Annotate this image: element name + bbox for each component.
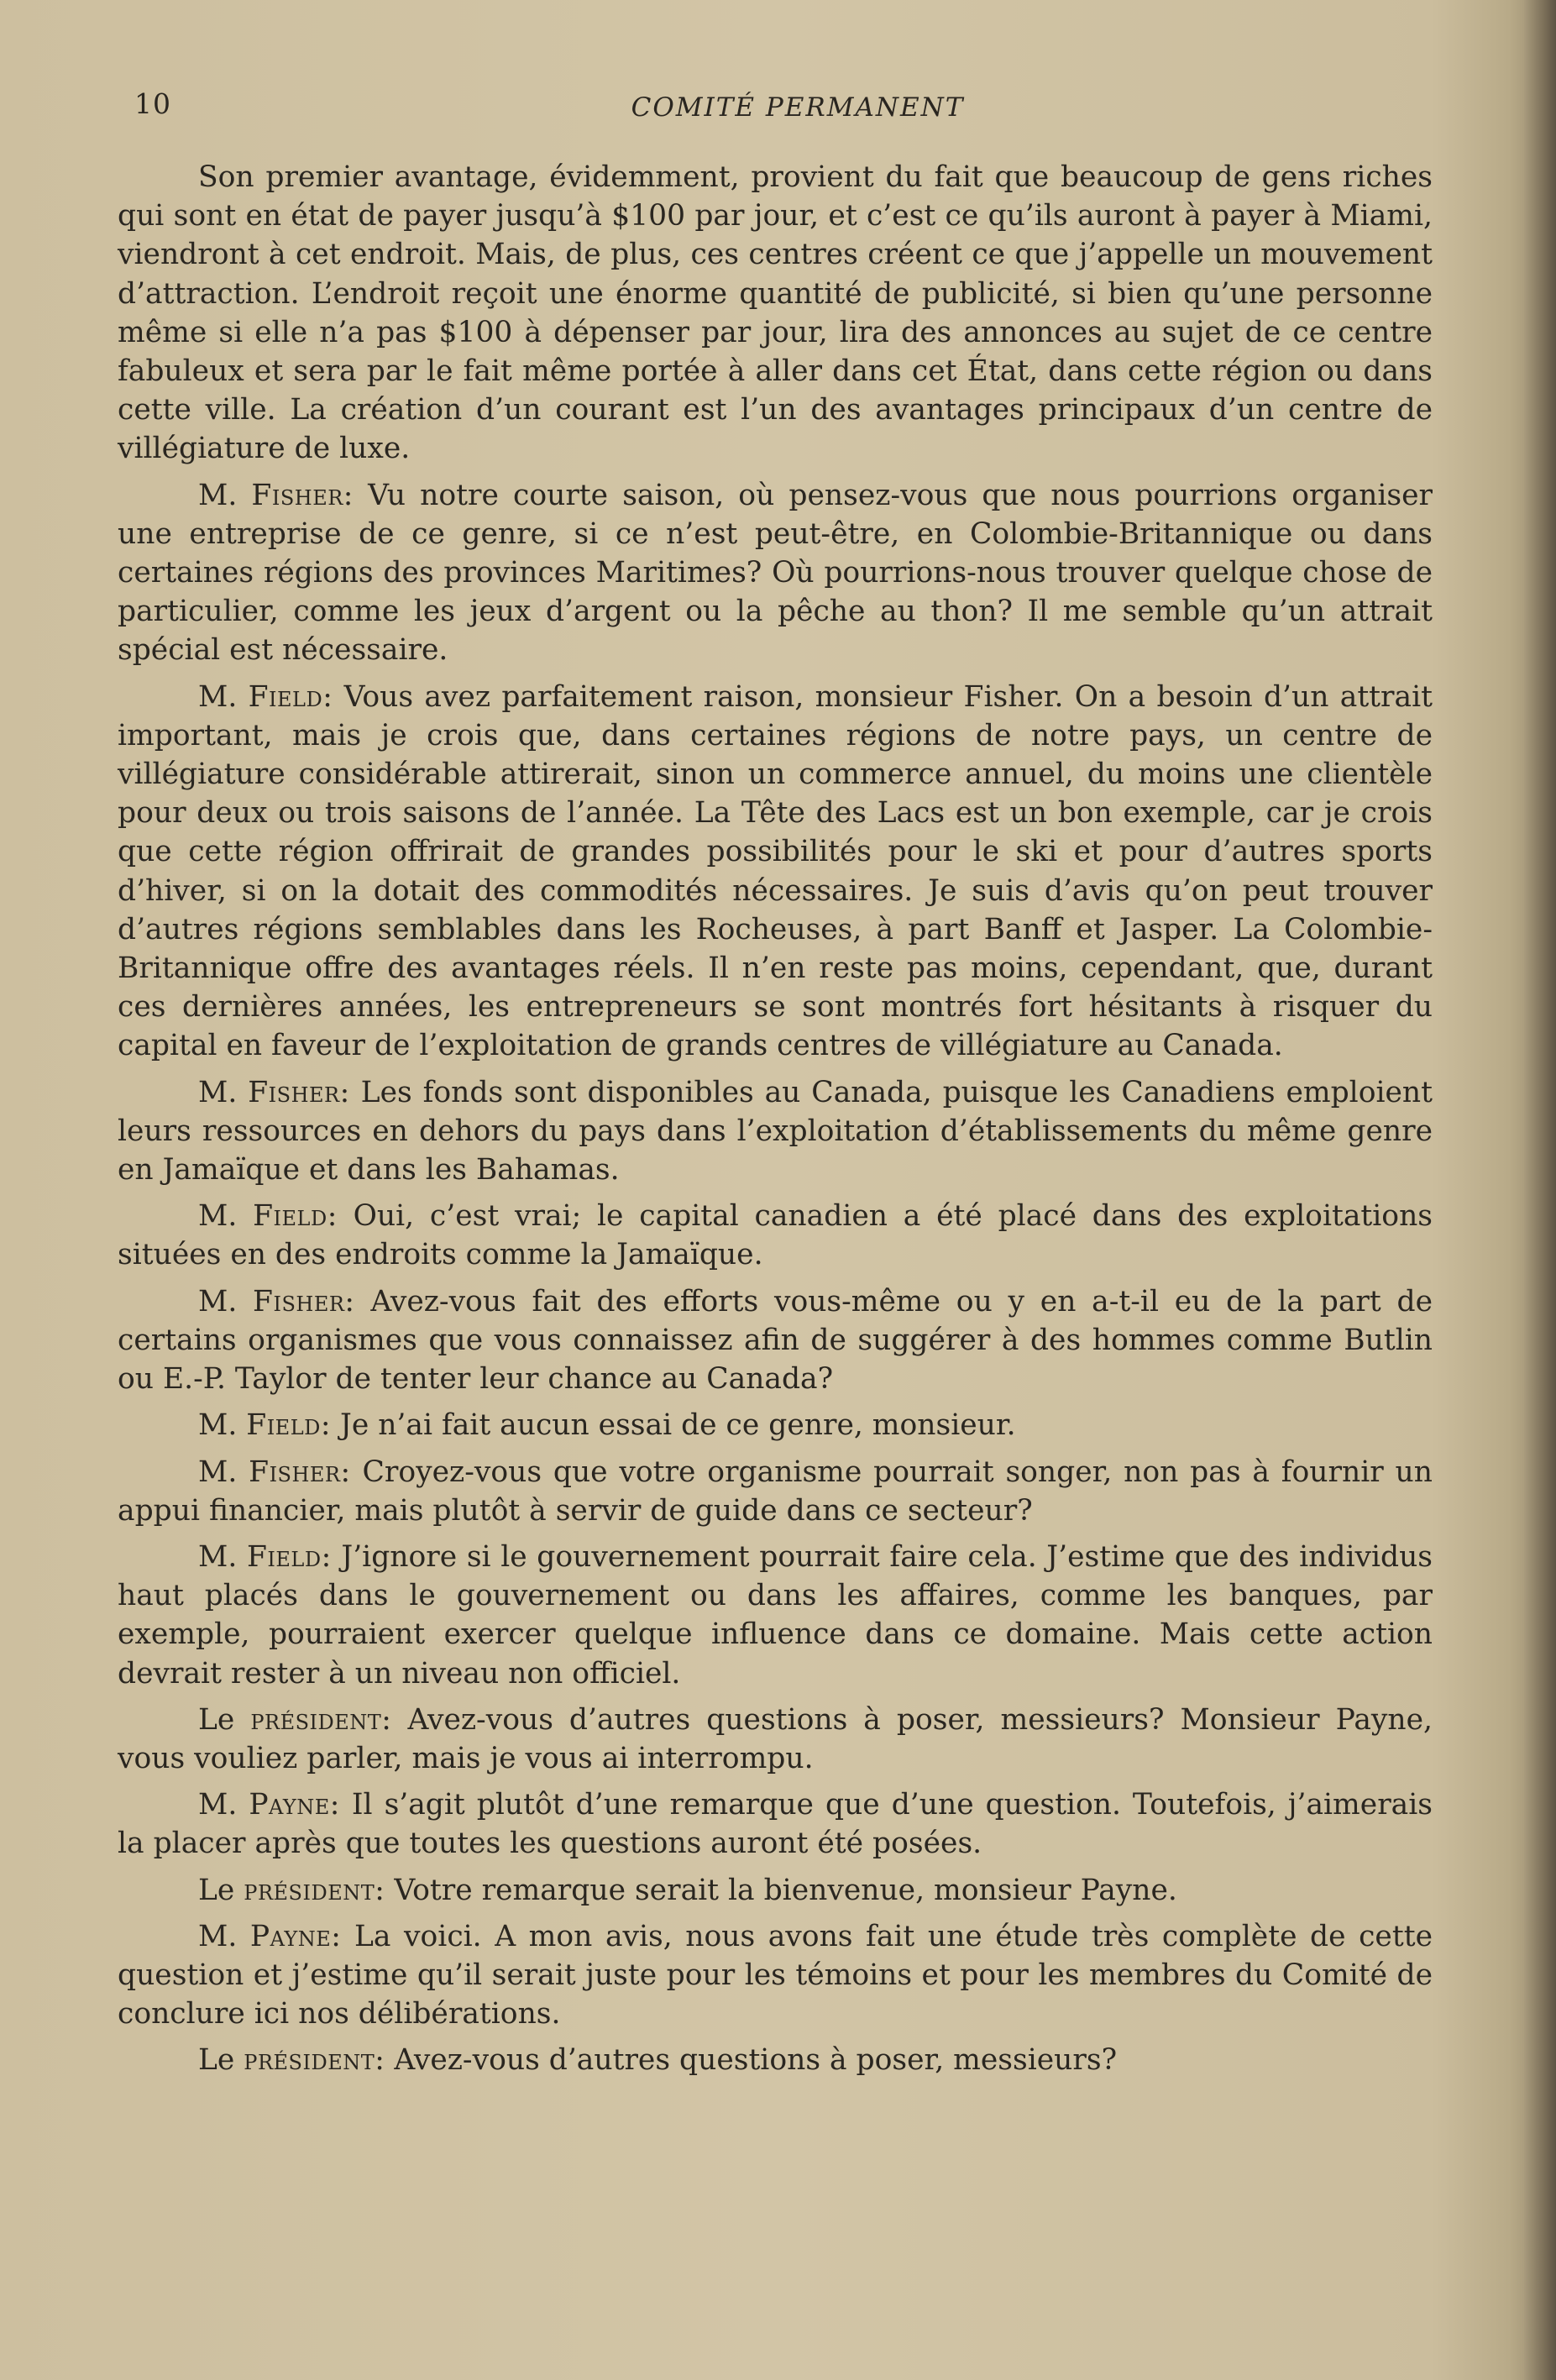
paragraph-text: Votre remarque serait la bienvenue, monsieur Payne. (394, 1873, 1177, 1907)
speaker-title: M. (198, 478, 238, 512)
paragraph-speech (118, 1406, 1433, 1444)
paragraph-speech (118, 476, 1433, 670)
paragraph-text: Oui, c’est vrai; le capital canadien a été placé dans des exploitations situées en des endroits comme la Jamaïque. (118, 1199, 1433, 1272)
paragraph-text: Son premier avantage, évidemment, provient du fait que beaucoup de gens riches qui sont en état de payer jusqu’à $100 par jour, et c’est ce qu’ils auront à payer à Miami, viendront à cet endroit. Mais, de plus, ces centres créent ce que j’appelle un mouvement d’attraction. L’endroit reçoit une énorme quantité de publicité, si bien qu’une personne même si elle n’a pas $100 à dépenser par jour, lira des annonces au sujet de ce centre fabuleux et sera par le fait même portée à aller dans cet État, dans cette région ou dans cette ville. La création d’un courant est l’un des avantages principaux d’un centre de villégiature de luxe. (118, 160, 1433, 466)
paragraph-text: Avez-vous d’autres questions à poser, messieurs? (394, 2043, 1118, 2078)
paragraph-text: Il s’agit plutôt d’une remarque que d’une question. Toutefois, j’aimerais la placer après que toutes les questions auront été posées. (118, 1788, 1433, 1861)
transcript-body (118, 158, 1433, 2088)
paragraph-speech (118, 1701, 1433, 1778)
page-header (134, 87, 1428, 129)
speaker-title: M. (198, 1284, 238, 1318)
speaker-title: M. (198, 1075, 238, 1109)
paragraph-speech (118, 1917, 1433, 2034)
paragraph-intro (118, 158, 1433, 469)
speaker-name: président: (244, 2043, 385, 2078)
speaker-title: M. (198, 679, 238, 714)
paragraph-speech (118, 678, 1433, 1066)
speaker-name: Fisher: (248, 1075, 350, 1109)
speaker-title: M. (198, 1919, 238, 1953)
speaker-title: M. (198, 1539, 238, 1574)
paragraph-speech (118, 1785, 1433, 1863)
speaker-name: Field: (248, 679, 333, 714)
paragraph-speech (118, 1197, 1433, 1274)
speaker-name: président: (244, 1873, 385, 1907)
speaker-title: Le (198, 1873, 235, 1907)
paragraph-speech (118, 2041, 1433, 2079)
paragraph-speech (118, 1073, 1433, 1190)
paragraph-text: Je n’ai fait aucun essai de ce genre, monsieur. (339, 1408, 1016, 1443)
speaker-name: Field: (253, 1199, 338, 1234)
paragraph-text: La voici. A mon avis, nous avons fait une étude très complète de cette question et j’estime qu’il serait juste pour les témoins et pour les membres du Comité de conclure ici nos délibérations. (118, 1919, 1433, 2031)
speaker-name: Fisher: (253, 1284, 355, 1318)
paragraph-text: Les fonds sont disponibles au Canada, puisque les Canadiens emploient leurs ressources en dehors du pays dans l’exploitation d’établissements du même genre en Jamaïque et dans les Bahamas. (118, 1075, 1433, 1187)
paragraph-text: Vu notre courte saison, où pensez-vous que nous pourrions organiser une entreprise de ce genre, si ce n’est peut-être, en Colombie-Britannique ou dans certaines régions des provinces Maritimes? Où pourrions-nous trouver quelque chose de particulier, comme les jeux d’argent ou la pêche au thon? Il me semble qu’un attrait spécial est nécessaire. (118, 478, 1433, 668)
speaker-name: Field: (246, 1539, 332, 1574)
paragraph-text: Vous avez parfaitement raison, monsieur Fisher. On a besoin d’un attrait important, mais je crois que, dans certaines régions de notre pays, un centre de villégiature considérable attirerait, sinon un commerce annuel, du moins une clientèle pour deux ou trois saisons de l’année. La Tête des Lacs est un bon exemple, car je crois que cette région offrirait de grandes possibilités pour le ski et pour d’autres sports d’hiver, si on la dotait des commodités nécessaires. Je suis d’avis qu’on peut trouver d’autres régions semblables dans les Rocheuses, à part Banff et Jasper. La Colombie-Britannique offre des avantages réels. Il n’en reste pas moins, cependant, que, durant ces dernières années, les entrepreneurs se sont montrés fort hésitants à risquer du capital en faveur de l’exploitation de grands centres de villégiature au Canada. (118, 679, 1433, 1063)
paragraph-speech (118, 1453, 1433, 1530)
paragraph-text: Croyez-vous que votre organisme pourrait songer, non pas à fournir un appui financier, mais plutôt à servir de guide dans ce secteur? (118, 1455, 1433, 1528)
speaker-name: Fisher: (251, 478, 354, 512)
speaker-name: Fisher: (249, 1455, 351, 1489)
speaker-title: M. (198, 1788, 238, 1822)
speaker-title: M. (198, 1408, 238, 1443)
page-edge-shadow (1524, 0, 1556, 2380)
speaker-name: Payne: (249, 1919, 342, 1953)
paragraph-speech (118, 1538, 1433, 1693)
speaker-name: Payne: (249, 1788, 340, 1822)
speaker-title: Le (198, 1702, 235, 1737)
running-title: COMITÉ PERMANENT (631, 92, 965, 123)
paragraph-text: Avez-vous d’autres questions à poser, messieurs? Monsieur Payne, vous vouliez parler, mais je vous ai interrompu. (118, 1702, 1433, 1775)
paragraph-text: Avez-vous fait des efforts vous-même ou y en a-t-il eu de la part de certains organismes que vous connaissez afin de suggérer à des hommes comme Butlin ou E.-P. Taylor de tenter leur chance au Canada? (118, 1284, 1433, 1397)
page-number: 10 (134, 87, 171, 120)
speaker-name: Field: (246, 1408, 332, 1443)
paragraph-speech (118, 1282, 1433, 1399)
paragraph-speech (118, 1871, 1433, 1910)
speaker-name: président: (250, 1702, 392, 1737)
speaker-title: Le (198, 2043, 235, 2078)
speaker-title: M. (198, 1455, 238, 1489)
speaker-title: M. (198, 1199, 238, 1234)
paragraph-text: J’ignore si le gouvernement pourrait faire cela. J’estime que des individus haut placés dans le gouvernement ou dans les affaires, comme les banques, par exemple, pourraient exercer quelque influence dans ce domaine. Mais cette action devrait rester à un niveau non officiel. (118, 1539, 1433, 1691)
